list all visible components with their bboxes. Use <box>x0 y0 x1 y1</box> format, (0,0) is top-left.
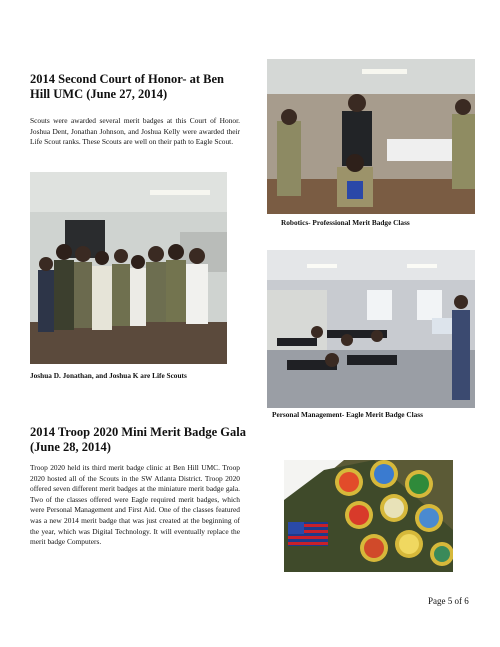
life-scouts-photo <box>30 172 227 364</box>
personal-management-caption: Personal Management- Eagle Merit Badge Class <box>272 410 423 419</box>
merit-badge-gala-paragraph: Troop 2020 held its third merit badge clinic at Ben Hill UMC. Troop 2020 hosted all of the Scouts in the SW Atlanta District. Troop 2020 offered seven different merit badges at the miniature merit badge gala. Two of the classes offered were Eagle required merit badges, which were Personal Management and First Aid. One of the classes featured was a new 2014 merit badge that was just created at the beginning of the year, which was Digital Technology. It will eventually replace the merit badge Computers. <box>30 463 240 547</box>
life-scouts-caption: Joshua D. Jonathan, and Joshua K are Life Scouts <box>30 371 187 380</box>
robotics-class-photo <box>267 59 475 214</box>
robotics-caption: Robotics- Professional Merit Badge Class <box>281 218 410 227</box>
court-of-honor-paragraph: Scouts were awarded several merit badges at this Court of Honor. Joshua Dent, Jonathan Johnson, and Joshua Kelly were awarded their Life Scout ranks. These Scouts are well on their path to Eagle Scout. <box>30 116 240 147</box>
section-heading-court-of-honor: 2014 Second Court of Honor- at Ben Hill UMC (June 27, 2014) <box>30 72 224 101</box>
section-heading-merit-badge-gala: 2014 Troop 2020 Mini Merit Badge Gala (June 28, 2014) <box>30 425 246 454</box>
personal-management-class-photo <box>267 250 475 408</box>
merit-badge-sash-photo <box>284 460 453 572</box>
page-number: Page 5 of 6 <box>428 596 469 606</box>
